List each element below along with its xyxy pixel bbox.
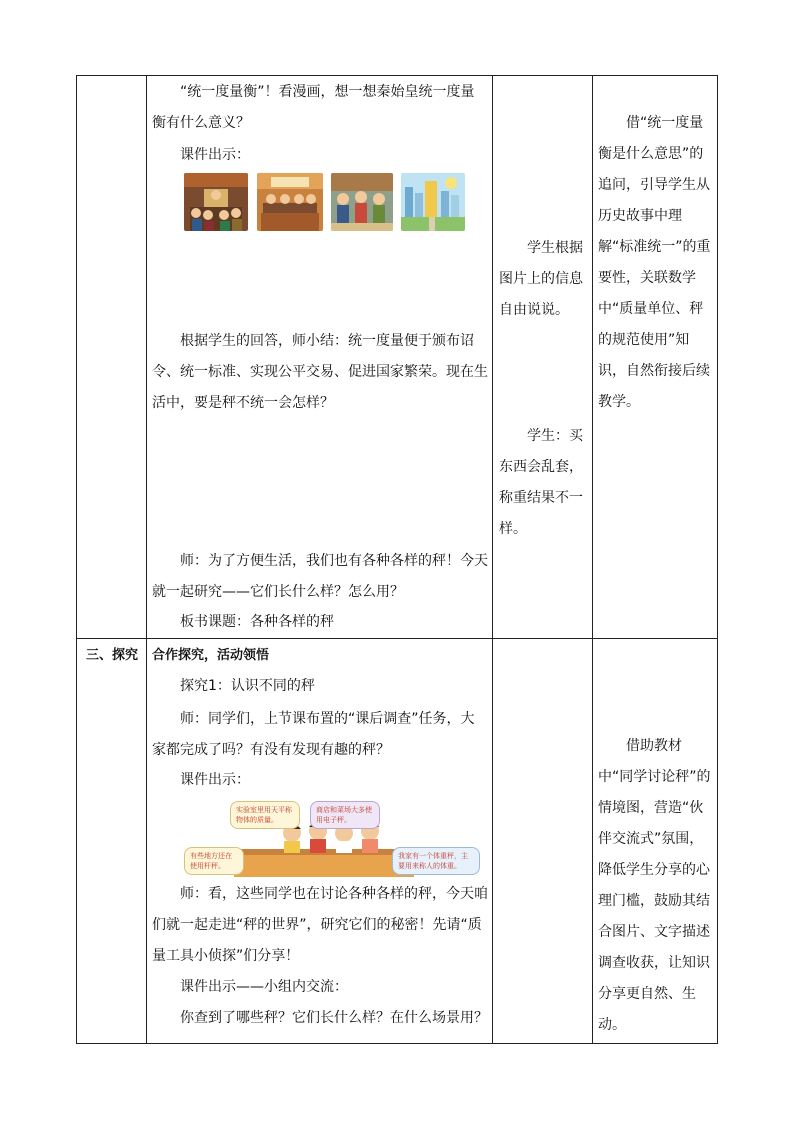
paragraph: 借助教材中“同学讨论秤”的情境图，营造“伙伴交流式”氛围，降低学生分享的心理门槛，鼓励其结合图片、文字描述调查收获，让知识分享更自然、生动。 [598, 738, 711, 1033]
paragraph: 借“统一度量衡是什么意思”的追问，引导学生从历史故事中理解“标准统一”的重要性，关联数学中“质量单位、秤的规范使用”知识，自然衔接后续教学。 [598, 115, 711, 410]
paragraph: 师：为了方便生活，我们也有各种各样的秤！今天就一起研究——它们长什么样？怎么用？ [152, 553, 488, 600]
paragraph: 根据学生的回答，师小结：统一度量便于颁布诏令、统一标准、实现公平交易、促进国家繁荣。现在生活中，要是秤不统一会怎样？ [152, 333, 488, 411]
paragraph: 课件出示： [180, 147, 250, 163]
row1-col2-p3 [152, 326, 488, 419]
row2-col2-heading [152, 640, 488, 671]
bubble-text: 有些地方还在使用杆秤。 [190, 852, 232, 870]
section-label: 三、探究 [85, 648, 138, 663]
row2-col2-p1 [152, 671, 488, 702]
table-border-right [717, 75, 718, 1044]
paragraph: 板书课题：各种各样的秤 [180, 614, 334, 630]
discussion-illustration [184, 797, 474, 877]
table-border-bottom [76, 1043, 718, 1044]
bubble-text: 商店和菜场大多使用电子秤。 [316, 806, 372, 824]
paragraph: 课件出示： [180, 772, 250, 788]
row1-col2-p2 [152, 140, 488, 171]
speech-bubble-lab-balance [230, 801, 300, 829]
row2-col2-p4 [152, 879, 488, 972]
bubble-text: 实验室里用天平称物体的质量。 [236, 806, 292, 824]
paragraph: 学生根据图片上的信息自由说说。 [499, 240, 583, 318]
paragraph: 师：看，这些同学也在讨论各种各样的秤，今天咱们就一起走进“秤的世界”，研究它们的秘密！先请“质量工具小侦探”们分享！ [152, 886, 488, 964]
row1-col3-p1 [499, 233, 587, 326]
paragraph: 师：同学们，上节课布置的“课后调查”任务，大家都完成了吗？有没有发现有趣的秤？ [152, 711, 475, 758]
section-heading: 合作探究，活动领悟 [152, 648, 270, 663]
paragraph: 课件出示——小组内交流： [180, 979, 348, 995]
table-col-divider-2 [492, 75, 493, 1044]
row2-col1-label [80, 640, 144, 671]
row2-col2-p2 [152, 704, 488, 766]
table-row-divider [76, 638, 718, 639]
row2-col2-p3 [152, 765, 488, 796]
table-col-divider-1 [146, 75, 147, 1044]
table-border-top [76, 75, 718, 76]
paragraph: 探究1：认识不同的秤 [180, 678, 315, 694]
paragraph: 学生：买东西会乱套，称重结果不一样。 [499, 428, 583, 537]
speech-bubble-electronic-scale [310, 801, 380, 829]
row1-col2-p1 [152, 77, 488, 139]
table-border-left [76, 75, 77, 1044]
row1-col4-p1 [598, 108, 716, 418]
speech-bubble-steelyard [184, 847, 244, 875]
row1-col2-p5 [152, 607, 488, 638]
row1-col2-p4 [152, 546, 488, 608]
row2-col2-p6 [152, 1003, 488, 1034]
paragraph: 你查到了哪些秤？它们长什么样？在什么场景用？ [180, 1010, 488, 1026]
comic-image-3 [331, 173, 393, 231]
row2-col4-p1 [598, 731, 716, 1041]
bubble-text: 我家有一个体重秤，主要用来称人的体重。 [398, 852, 468, 870]
comic-image-2 [257, 173, 323, 231]
row2-col2-p5 [152, 972, 488, 1003]
comic-image-1 [184, 173, 248, 231]
table-col-divider-3 [592, 75, 593, 1044]
comic-image-4 [401, 173, 465, 231]
speech-bubble-body-scale [392, 847, 480, 875]
paragraph: “统一度量衡”！看漫画，想一想秦始皇统一度量衡有什么意义？ [152, 84, 475, 131]
row1-col3-p2 [499, 421, 587, 545]
